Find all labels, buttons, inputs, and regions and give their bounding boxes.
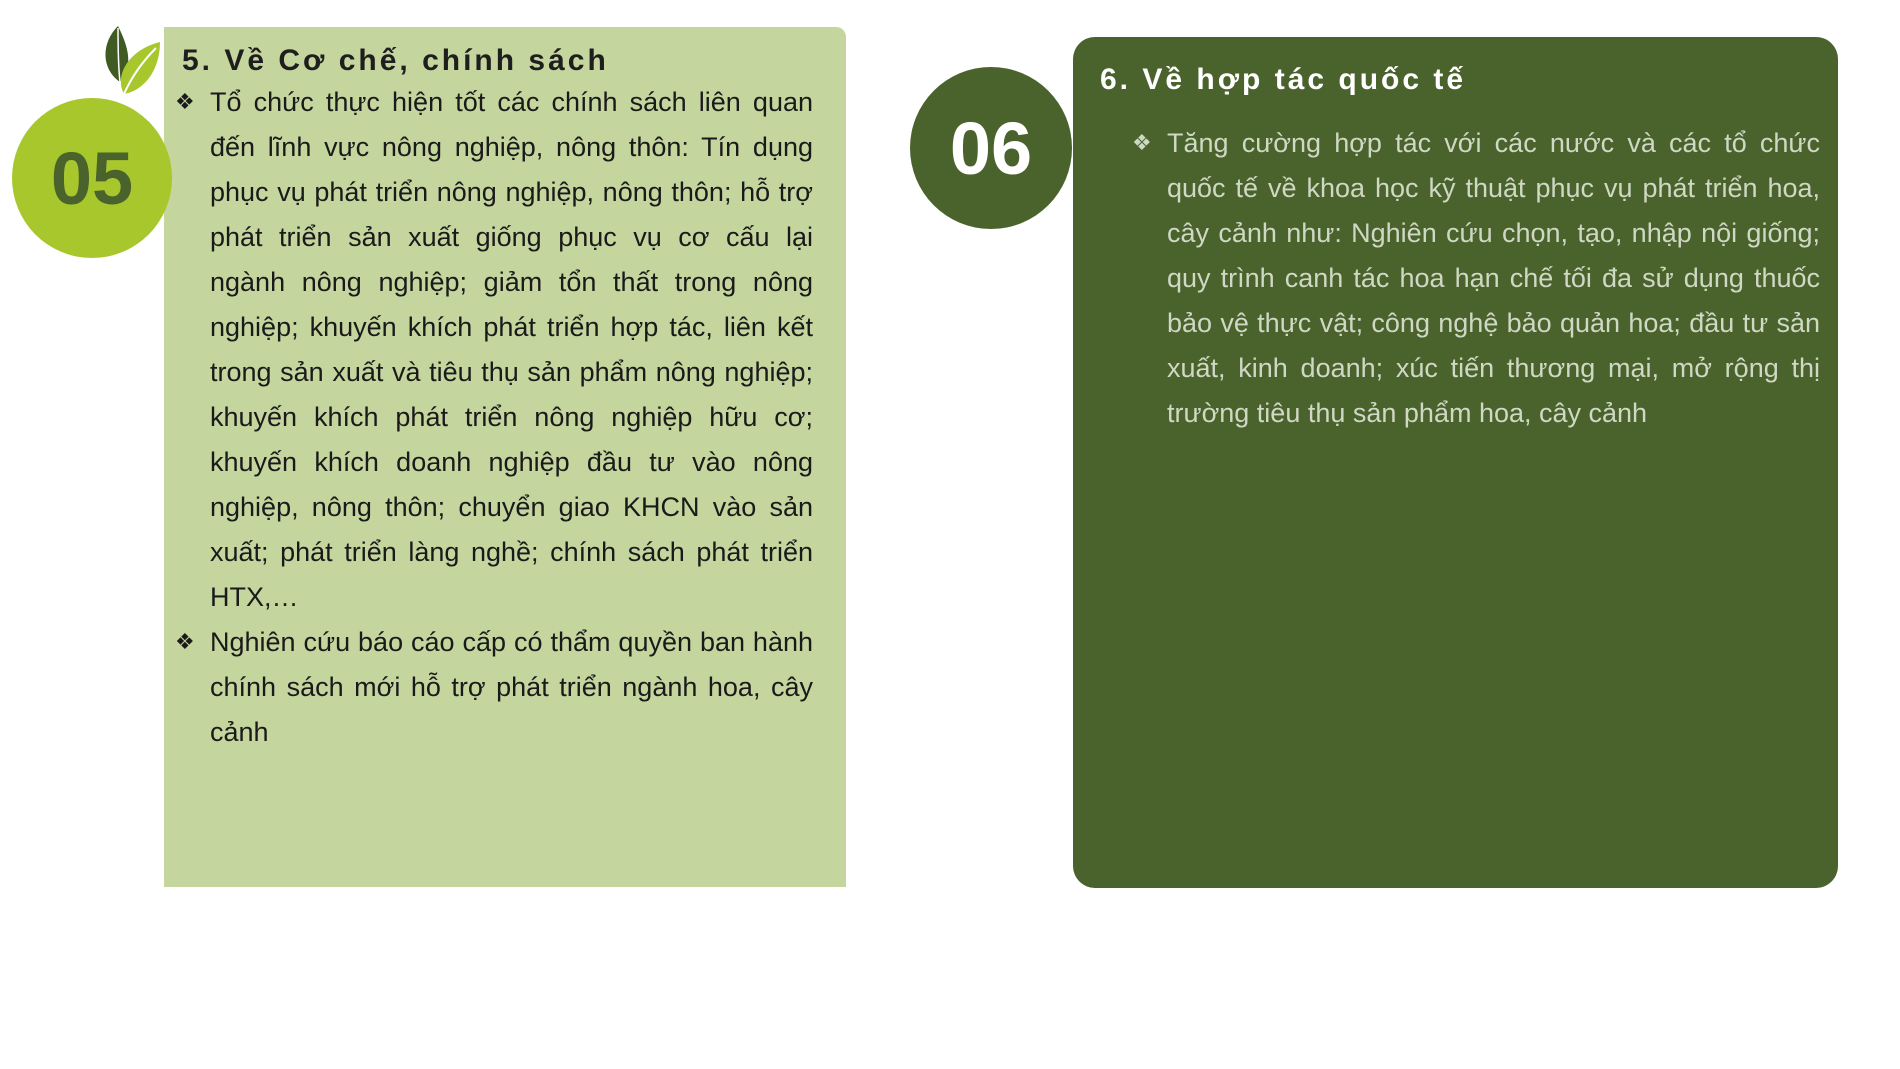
section-6-number: 06	[949, 106, 1033, 190]
diamond-bullet-icon: ❖	[175, 90, 195, 115]
section-6-title: 6. Về hợp tác quốc tế	[1100, 63, 1467, 96]
bullet-text: Tăng cường hợp tác với các nước và các tổ chức quốc tế về khoa học kỹ thuật phục vụ phát triển hoa, cây cảnh như: Nghiên cứu chọn, tạo, nhập nội giống; quy trình canh tác hoa hạn chế tối đa sử dụng thuốc bảo vệ thực vật; công nghệ bảo quản hoa; đầu tư sản xuất, kinh doanh; xúc tiến thương mại, mở rộng thị trường tiêu thụ sản phẩm hoa, cây cảnh	[1167, 128, 1820, 428]
section-5-title: 5. Về Cơ chế, chính sách	[182, 44, 609, 77]
section-5-bullet-2	[175, 620, 813, 755]
section-5-number-badge	[12, 98, 172, 258]
section-5-number: 05	[50, 136, 134, 220]
section-6-bullet-1	[1132, 121, 1820, 436]
diamond-bullet-icon: ❖	[175, 630, 195, 655]
bullet-text: Tổ chức thực hiện tốt các chính sách liên quan đến lĩnh vực nông nghiệp, nông thôn: Tín dụng phục vụ phát triển nông nghiệp, nông thôn; hỗ trợ phát triển sản xuất giống phục vụ cơ cấu lại ngành nông nghiệp; giảm tổn thất trong nông nghiệp; khuyến khích phát triển hợp tác, liên kết trong sản xuất và tiêu thụ sản phẩm nông nghiệp; khuyến khích phát triển nông nghiệp hữu cơ; khuyến khích doanh nghiệp đầu tư vào nông nghiệp, nông thôn; chuyển giao KHCN vào sản xuất; phát triển làng nghề; chính sách phát triển HTX,…	[210, 87, 813, 612]
section-6-bullet-list	[1132, 121, 1820, 436]
section-5-bullet-1	[175, 80, 813, 620]
diamond-bullet-icon: ❖	[1132, 131, 1152, 156]
section-6-number-badge	[910, 67, 1072, 229]
section-5-bullet-list	[175, 80, 813, 755]
leaf-icon	[98, 20, 168, 100]
bullet-text: Nghiên cứu báo cáo cấp có thẩm quyền ban hành chính sách mới hỗ trợ phát triển ngành hoa, cây cảnh	[210, 627, 813, 747]
